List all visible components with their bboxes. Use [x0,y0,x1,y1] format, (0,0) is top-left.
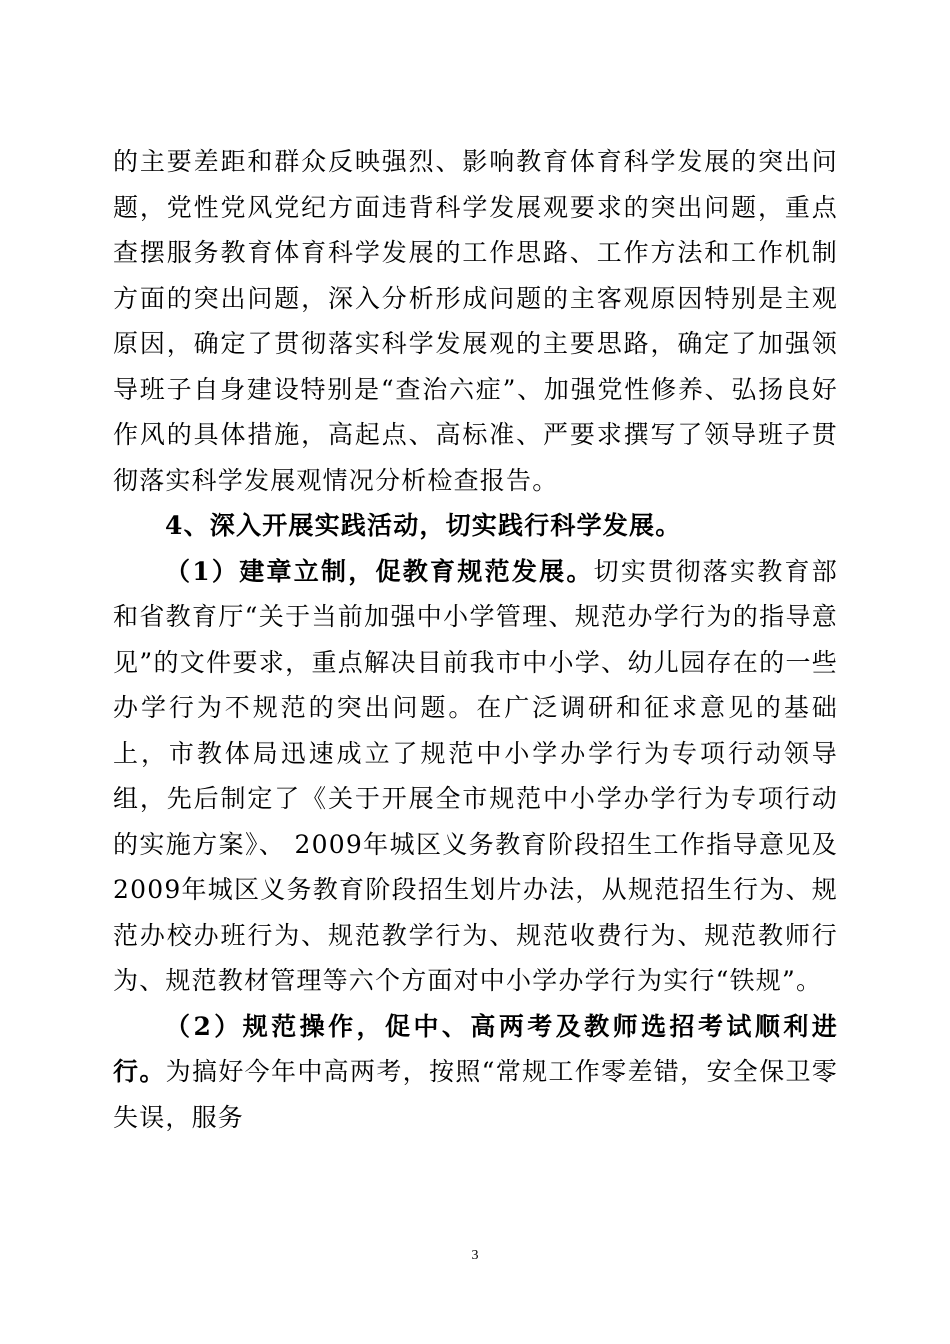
item-1-body: 切实贯彻落实教育部和省教育厅“关于当前加强中小学管理、规范办学行为的指导意见”的文件要求，重点解决目前我市中小学、幼儿园存在的一些办学行为不规范的突出问题。在广泛调研和征求意见的基础上，市教体局迅速成立了规范中小学办学行为专项行动领导组，先后制定了《关于开展全市规范中小学办学行为专项行动的实施方案》、 2009年城区义务教育阶段招生工作指导意见及2009年城区义务教育阶段招生划片办法，从规范招生行为、规范办校办班行为、规范教学行为、规范收费行为、规范教师行为、规范教材管理等六个方面对中小学办学行为实行“铁规”。 [113,556,838,995]
paragraph-item-2 [113,1004,838,1141]
paragraph-item-1 [113,549,838,1004]
item-1-title: （1）建章立制，促教育规范发展。 [165,556,594,586]
page-number: 3 [471,1248,479,1263]
item-2-body: 为搞好今年中高两考，按照“常规工作零差错，安全保卫零失误，服务 [113,1057,838,1132]
document-body [113,139,838,1140]
section-heading-4: 4、深入开展实践活动，切实践行科学发展。 [165,511,682,540]
item-2-title: （2）规范操作，促中、高两考及教师选招考试顺利进行。 [113,1011,838,1086]
paragraph-1: 的主要差距和群众反映强烈、影响教育体育科学发展的突出问题，党性党风党纪方面违背科学发展观要求的突出问题，重点查摆服务教育体育科学发展的工作思路、工作方法和工作机制方面的突出问题，深入分析形成问题的主客观原因特别是主观原因，确定了贯彻落实科学发展观的主要思路，确定了加强领导班子自身建设特别是“查治六症”、加强党性修养、弘扬良好作风的具体措施，高起点、高标准、严要求撰写了领导班子贯彻落实科学发展观情况分析检查报告。 [113,147,838,495]
